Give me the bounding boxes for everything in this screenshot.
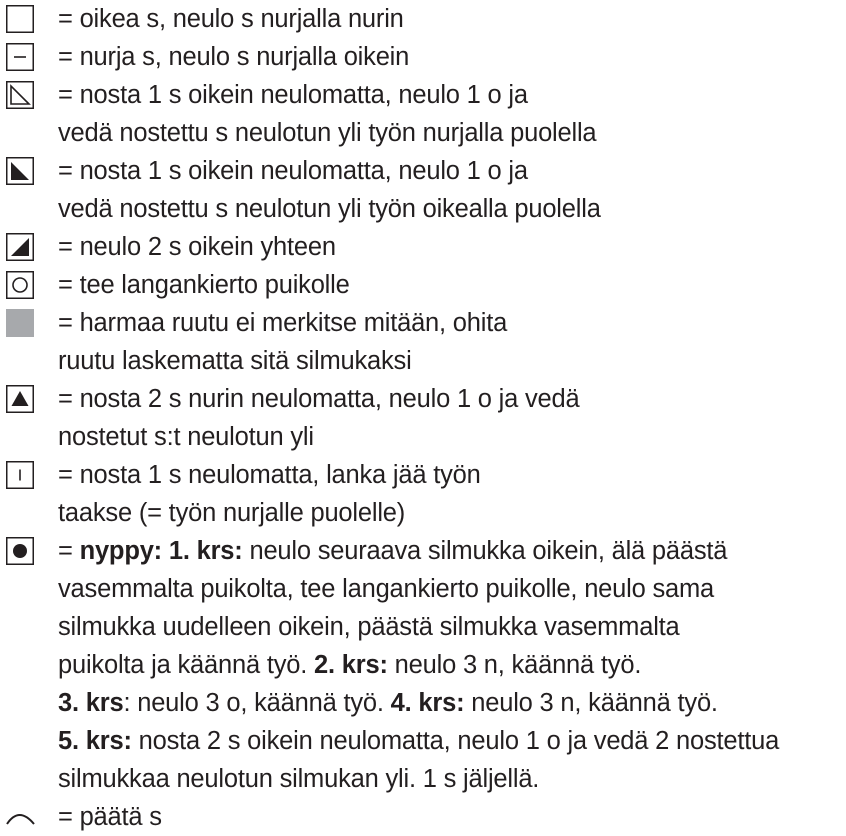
legend-text: nostetut s:t neulotun yli [58, 423, 314, 451]
text-run: vasemmalta puikolta, tee langankierto puikolle, neulo sama [58, 575, 715, 603]
text-run: = [58, 537, 80, 565]
text-run: silmukkaa neulotun silmukan yli. 1 s jäljellä. [58, 765, 540, 793]
empty-square-icon [6, 5, 34, 33]
filled-triangle-left-icon [6, 157, 34, 185]
legend-item-bind-off [0, 798, 846, 836]
legend-text: = nosta 1 s neulomatta, lanka jää työn [58, 461, 481, 489]
arc-icon [6, 803, 34, 831]
legend-text: = nosta 1 s oikein neulomatta, neulo 1 o ja [58, 157, 528, 185]
center-triangle-icon [6, 385, 34, 413]
bobble-line-5 [58, 684, 846, 722]
text-run: puikolta ja käännä työ. [58, 651, 315, 679]
legend-item-k2tog [0, 228, 846, 266]
text-run: neulo 3 n, käännä työ. [464, 689, 718, 717]
legend-item-no-stitch [0, 304, 846, 380]
bobble-line-3 [58, 608, 846, 646]
text-run: : neulo 3 o, käännä työ. [123, 689, 391, 717]
legend-text: = oikea s, neulo s nurjalla nurin [58, 5, 404, 33]
text-run: neulo seuraava silmukka oikein, älä päästä [242, 537, 728, 565]
bold-text-run: 3. krs [58, 689, 124, 717]
circle-square-icon [6, 271, 34, 299]
legend-item-slip [0, 456, 846, 532]
bobble-line-2 [58, 570, 846, 608]
outline-triangle-left-icon [6, 81, 34, 109]
legend-text: = päätä s [58, 803, 162, 831]
text-run: nosta 2 s oikein neulomatta, neulo 1 o ja vedä 2 nostettua [131, 727, 780, 755]
bobble-line-1 [58, 532, 846, 570]
legend-text: = nosta 1 s oikein neulomatta, neulo 1 o ja [58, 81, 528, 109]
legend-text: ruutu laskematta sitä silmukaksi [58, 347, 412, 375]
legend-text: = nurja s, neulo s nurjalla oikein [58, 43, 410, 71]
legend-text: = nosta 2 s nurin neulomatta, neulo 1 o ja vedä [58, 385, 580, 413]
legend-text: = tee langankierto puikolle [58, 271, 350, 299]
filled-dot-square-icon [6, 537, 34, 565]
legend-item-yo [0, 266, 846, 304]
legend-item-bobble [0, 532, 846, 798]
bold-text-run: 2. krs: [314, 651, 388, 679]
filled-triangle-right-icon [6, 233, 34, 261]
dash-square-icon [6, 43, 34, 71]
bobble-line-4 [58, 646, 846, 684]
vertical-line-square-icon [6, 461, 34, 489]
text-run: neulo 3 n, käännä työ. [387, 651, 642, 679]
legend-text: vedä nostettu s neulotun yli työn oikealla puolella [58, 195, 601, 223]
legend-item-skp-ws [0, 76, 846, 152]
bobble-line-6 [58, 722, 846, 760]
text-run: silmukka uudelleen oikein, päästä silmukka vasemmalta [58, 613, 680, 641]
legend-item-cdd [0, 380, 846, 456]
legend-text: = neulo 2 s oikein yhteen [58, 233, 336, 261]
bold-text-run: 4. krs: [390, 689, 465, 717]
legend-text: taakse (= työn nurjalle puolelle) [58, 499, 406, 527]
legend-text: vedä nostettu s neulotun yli työn nurjalla puolella [58, 119, 597, 147]
legend-item-skp-rs [0, 152, 846, 228]
bobble-line-7 [58, 760, 846, 798]
bold-text-run: 5. krs: [58, 727, 132, 755]
grey-square-icon [6, 309, 34, 337]
legend-text: = harmaa ruutu ei merkitse mitään, ohita [58, 309, 508, 337]
legend-item-purl [0, 38, 846, 76]
legend-item-knit [0, 0, 846, 38]
bold-text-run: nyppy: 1. krs: [79, 537, 243, 565]
